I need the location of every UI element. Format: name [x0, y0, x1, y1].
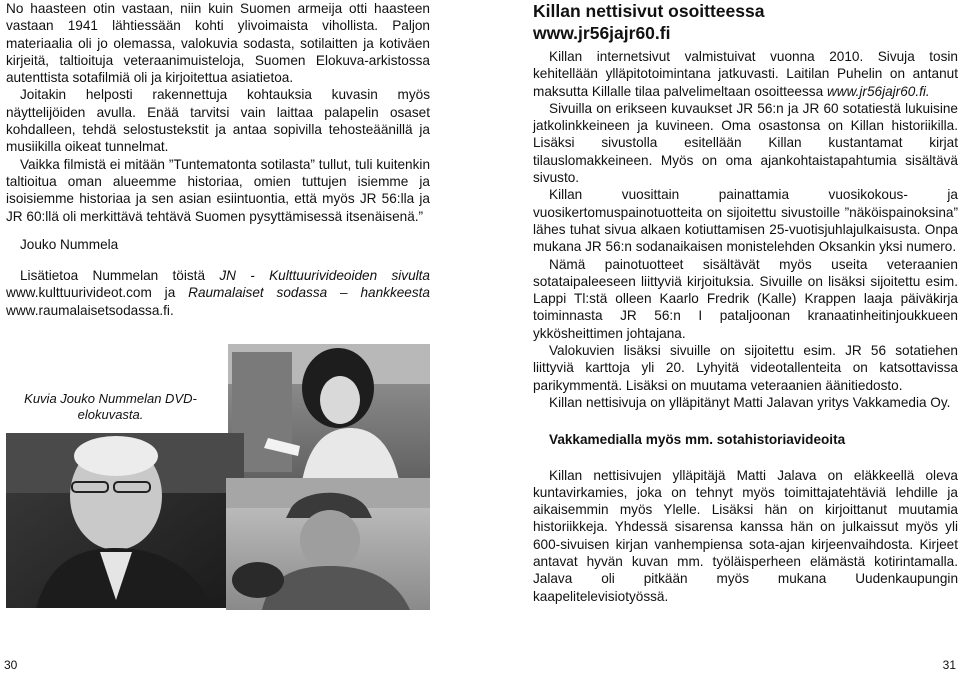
photo-soldier [226, 478, 430, 610]
paragraph-r1 [533, 48, 958, 100]
paragraph-r1-text: Killan internetsivut valmistuivat vuonna 2010. Sivuja tosin kehitellään ylläpitotoimintana jatkuvasti. Laitilan Puhelin on antanut maksutta Killalle tilaa palvelimeltaan osoitteessa [533, 49, 958, 99]
right-page-text [533, 0, 958, 605]
info-text-b: JN - Kulttuurivideoiden sivulta [219, 268, 430, 284]
heading-url: www.jr56jajr60.fi [533, 23, 671, 43]
paragraph-3: Vaikka filmistä ei mitään ”Tuntematonta sotilasta” tullut, tuli kuitenkin taltioitua oman alueemme historiaa, omien tuttujen isiemme ja isoisiemme historiaa ja sen asian esiintuontia, että myös JR 56:lla ja JR 60:llä oli merkittävä tehtävä Suomen pysyttämisessä itsenäisenä.” [6, 156, 430, 224]
photo-caption: Kuvia Jouko Nummelan DVD-elokuvasta. [24, 391, 197, 422]
info-text-d: Raumalaiset sodassa – hankkeesta [188, 285, 430, 301]
photo-woman-reading [228, 344, 430, 497]
paragraph-r4: Nämä painotuotteet sisältävät myös useita veteraanien sotataipaleeseen liittyviä kirjoituksia. Sivuille on lisäksi sijoitettu esim. Lappi Tl:stä olleen Kaarlo Fredrik (Kalle) Krappen laaja päiväkirja toiminnasta JR 56:n I pataljoonan kranaatinheitinjoukkueen ykkösheittimen johtajana. [533, 256, 958, 341]
heading-vakkamedia: Vakkamedialla myös mm. sotahistoriavideoita [549, 432, 846, 448]
info-text-a: Lisätietoa Nummelan töistä [20, 268, 220, 284]
page-number-left: 30 [4, 658, 18, 672]
heading-site: Killan nettisivut osoitteessa [533, 1, 765, 21]
site-link[interactable]: www.jr56jajr60.fi. [826, 83, 930, 99]
author-signature: Jouko Nummela [20, 236, 119, 252]
paragraph-1: No haasteen otin vastaan, niin kuin Suomen armeija otti haasteen vastaan 1941 lähtiessään kohti ylivoimaista vihollista. Paljon materiaalia oli jo olemassa, valokuvia sodasta, sotilaitten ja kotiväen kirjeitä, taltioituja veteraanimuisteloja, Suomen Elokuva-arkistossa autenttista sotafilmiä oli ja kirjoitettua asiatietoa. [6, 1, 430, 86]
paragraph-2: Joitakin helposti rakennettuja kohtauksia kuvasin myös näyttelijöiden avulla. Enää tarvitsi vain laittaa palapelin osaset kohdalleen, tehdä selostustekstit ja antaa sopivilla tehosteäänillä ja musiikilla oikeat tunnelmat. [6, 87, 430, 155]
paragraph-r3: Killan vuosittain painattamia vuosikokous- ja vuosikertomuspainotuotteita on sijoitettu sivustoille ”näköispainoksina” lähes tuhat sivua alkaen kotiuttamisen 25-vuotisjuhlajulkaisusta. Onpa mukana JR 56:n sodanaikaisen monistelehden Oksankin yksi numero. [533, 187, 958, 255]
photo-old-man [6, 433, 244, 608]
paragraph-r5: Valokuvien lisäksi sivuille on sijoitettu esim. JR 56 sotatiehen liittyviä karttoja yli 20. Lyhyitä videotallenteita on katsottavissa parikymmentä. Lisäksi on muutama veteraanien äänitiedosto. [533, 343, 958, 393]
paragraph-r6: Killan nettisivuja on ylläpitänyt Matti Jalavan yritys Vakkamedia Oy. [549, 394, 951, 410]
paragraph-r7: Killan nettisivujen ylläpitäjä Matti Jalava on eläkkeellä oleva kuntavirkamies, joka on tehnyt myös toimittajatehtäviä lehdille ja aikaisemmin myös Ylelle. Lisäksi hän on kirjoittanut muutamia historiikkeja. Yhdessä sisarensa kanssa hän on julkaissut myös yli 600-sivuisen kirjan vanhempiensa sota-ajan kirjeenvaihdosta. Kirjeet antavat hyvän kuvan mm. työläisperheen elämästä kotirintamalla. Jalava oli pitkään myös mukana Uudenkaupungin kaapelitelevisiotyössä. [533, 467, 958, 604]
info-text-c: www.kulttuurivideot.com ja [6, 285, 189, 301]
paragraph-r2: Sivuilla on erikseen kuvaukset JR 56:n ja JR 60 sotatiestä lukuisine jatkolinkkeineen ja kuvineen. Oma osastonsa on Killan historiikilla. Lisäksi sivustolla esitellään Killan kustantamat kirjat tilauslomakkeineen. Myös on oma ajankohtaistapahtumia sisältävä sivusto. [533, 100, 958, 186]
page-number-right: 31 [942, 658, 956, 672]
info-text-e: www.raumalaisetsodassa.fi. [6, 302, 174, 318]
